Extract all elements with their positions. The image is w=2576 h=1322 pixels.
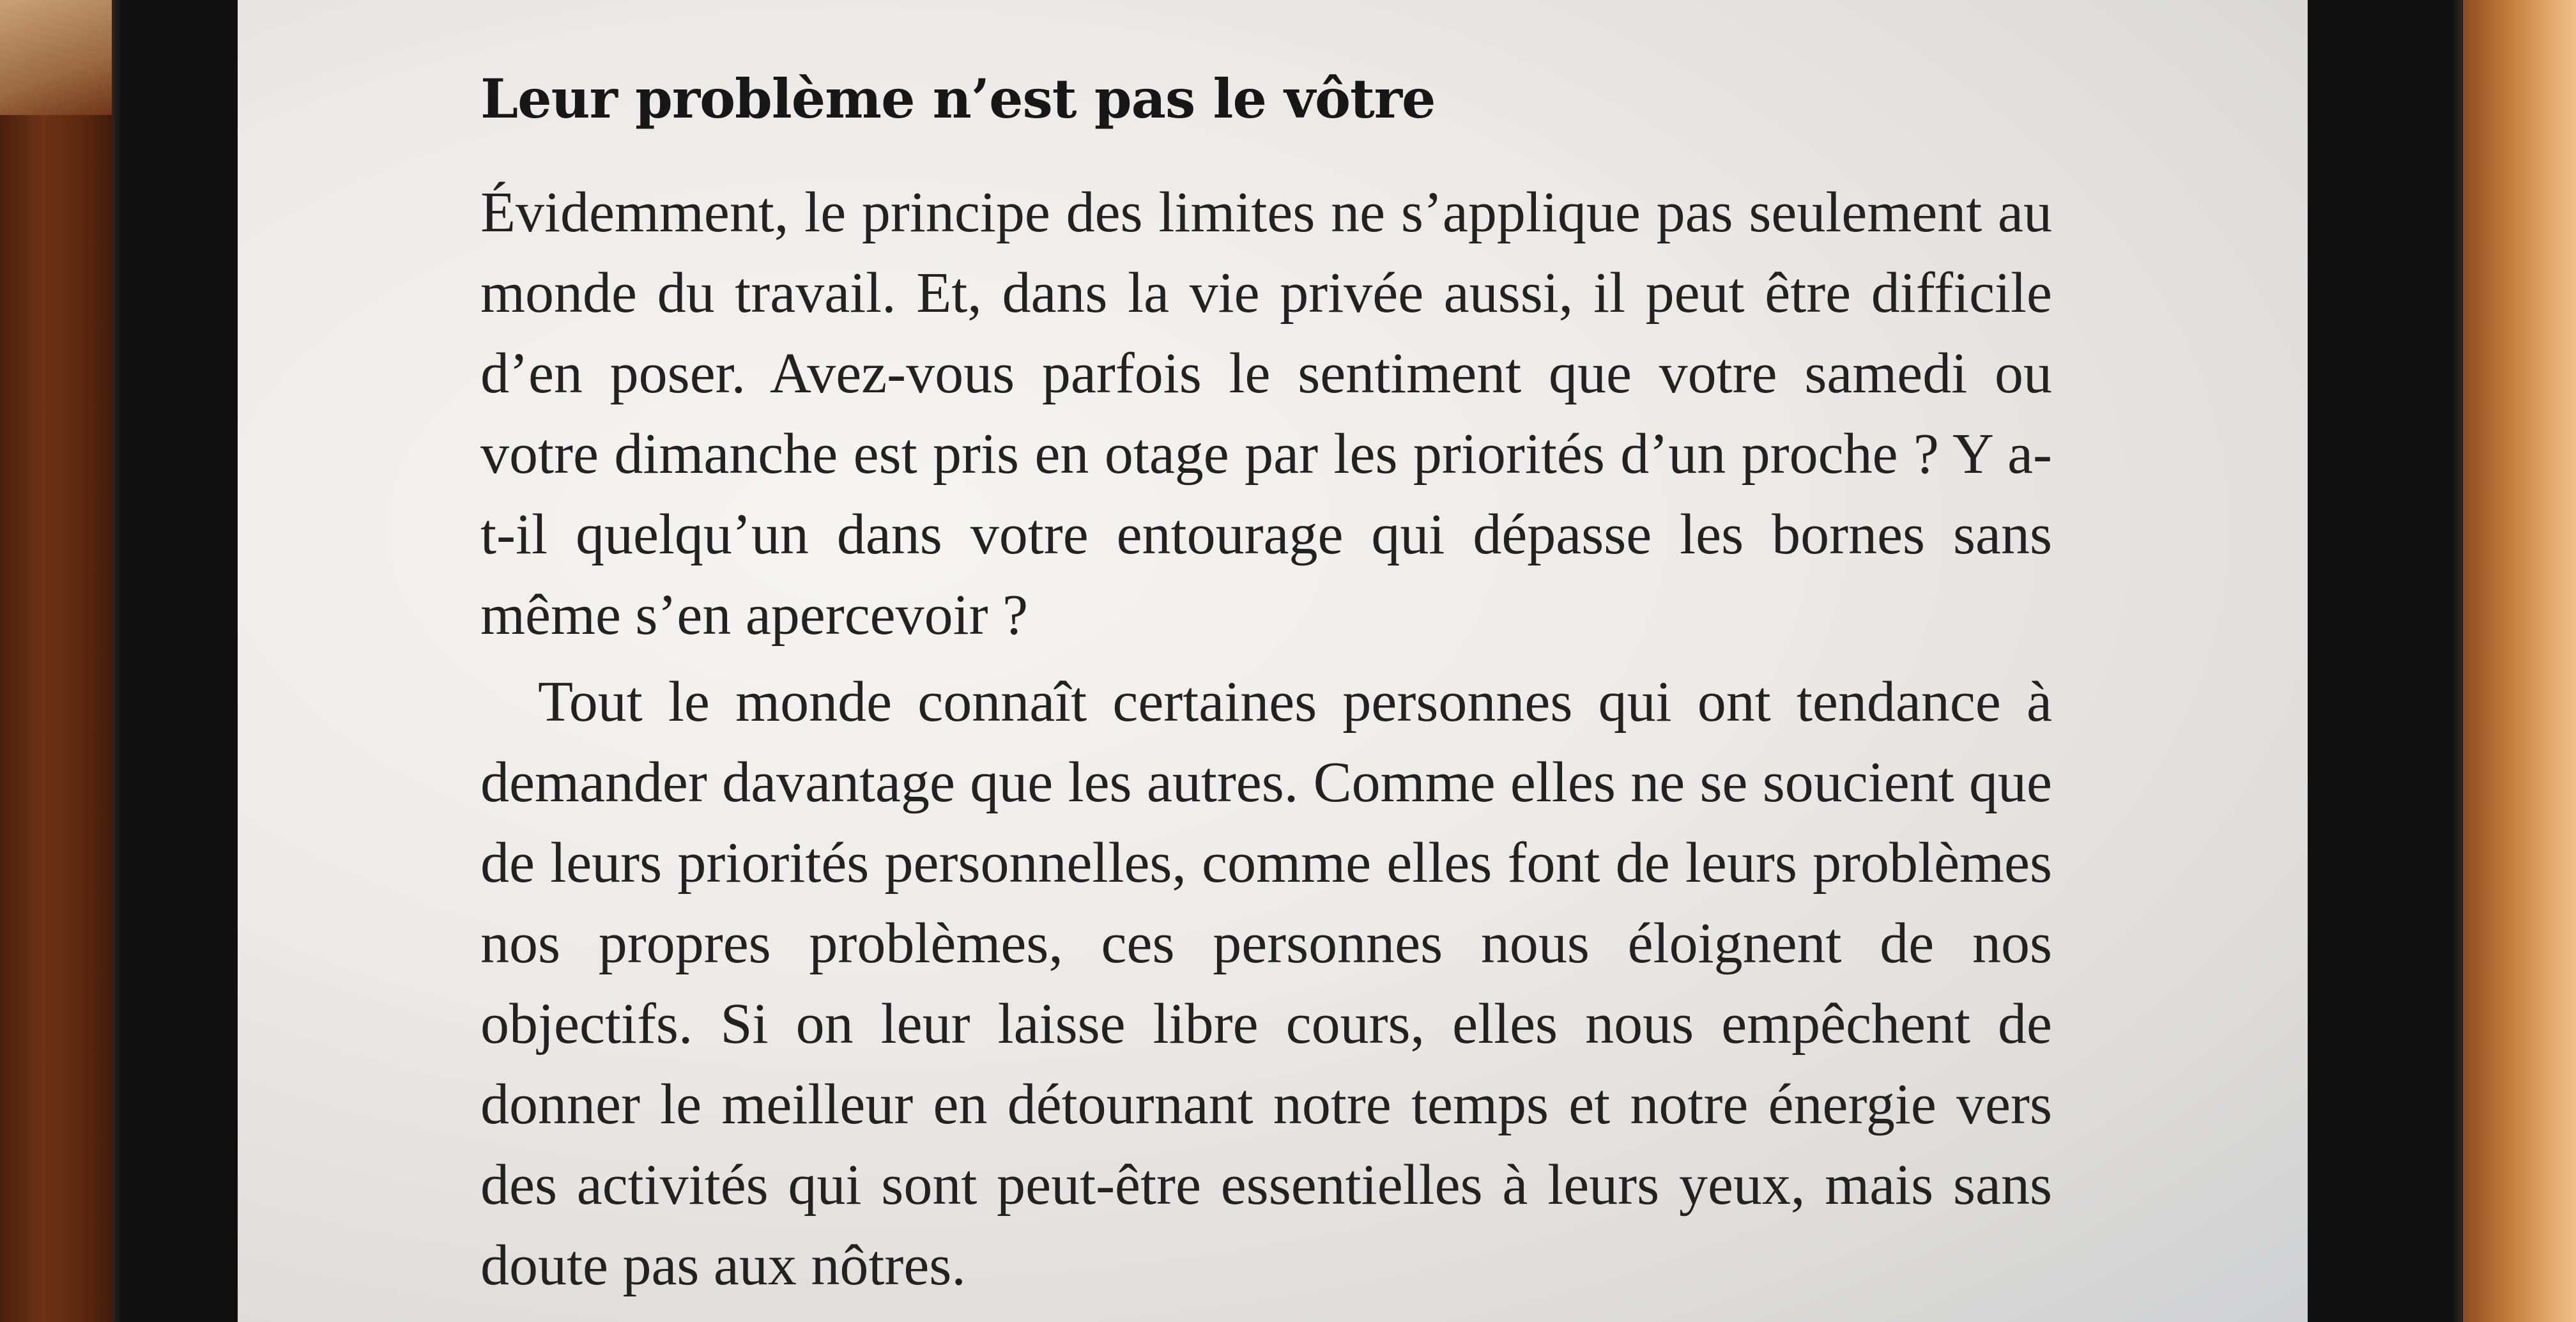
page-content: [480, 64, 2052, 1306]
paragraph-2: Tout le monde connaît certaines personnes qui ont tendance à demander davantage que les autres. Comme elles ne se soucient que de leurs priorités personnelles, comme elles font de leurs problèmes nos propres problèmes, ces personnes nous éloignent de nos objectifs. Si on leur laisse libre cours, elles nous empêchent de donner le meilleur en détournant notre temps et notre énergie vers des activités qui sont peut-être essentielles à leurs yeux, mais sans doute pas aux nôtres.: [480, 670, 2052, 1297]
device-edge-right: [2453, 0, 2462, 1322]
ereader-screen[interactable]: [238, 0, 2308, 1322]
table-highlight: [0, 0, 121, 115]
paragraph-1: Évidemment, le principe des limites ne s’applique pas seulement au monde du travail. Et, dans la vie privée aussi, il peut être difficile d’en poser. Avez-vous parfois le sentiment que votre samedi ou votre dimanche est pris en otage par les priorités d’un proche ? Y a-t-il quelqu’un dans votre entourage qui dépasse les bornes sans même s’en apercevoir ?: [480, 181, 2052, 647]
wooden-table-left: [0, 0, 121, 1322]
device-edge-left: [112, 0, 121, 1322]
wooden-table-right: [2461, 0, 2576, 1322]
section-heading: Leur problème n’est pas le vôtre: [480, 67, 1436, 130]
